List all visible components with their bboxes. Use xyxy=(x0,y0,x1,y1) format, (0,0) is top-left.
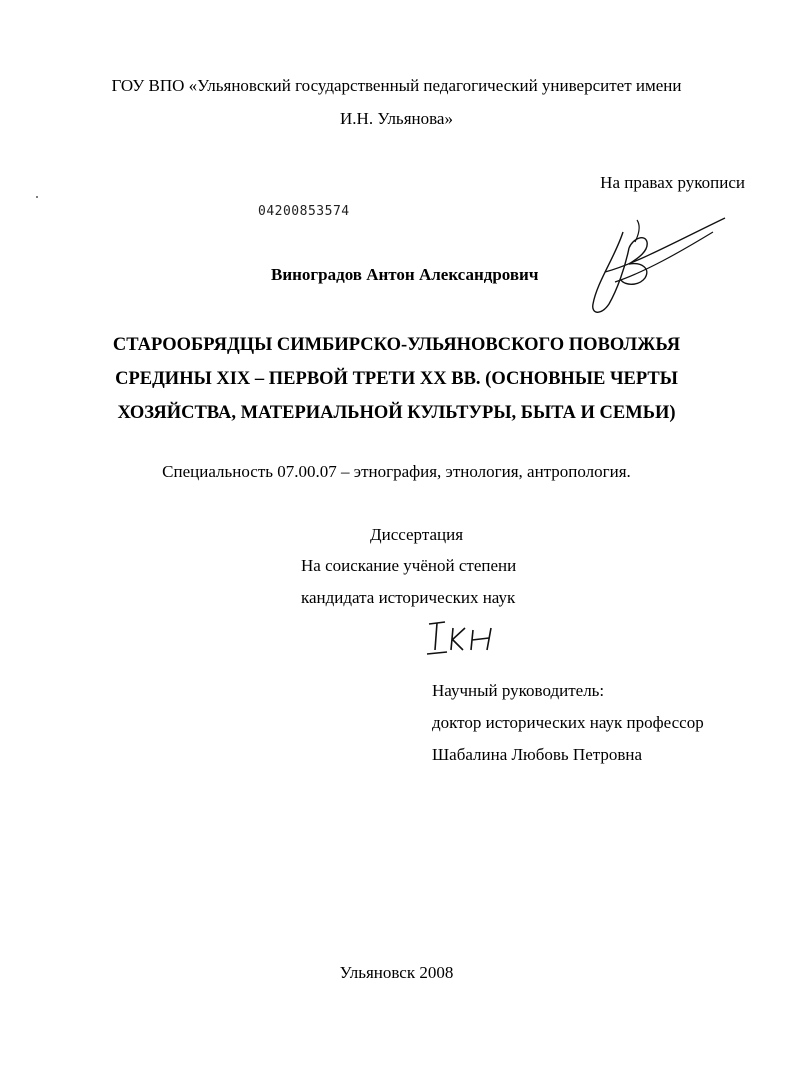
institution-line-1: ГОУ ВПО «Ульяновский государственный педагогический университет имени xyxy=(111,76,682,95)
title-line-1: СТАРООБРЯДЦЫ СИМБИРСКО-УЛЬЯНОВСКОГО ПОВОЛЖЬЯ xyxy=(112,335,681,355)
supervisor-label: Научный руководитель: xyxy=(432,681,605,700)
city-year: Ульяновск 2008 xyxy=(339,963,454,982)
specialty: Специальность 07.00.07 – этнография, этнология, антропология. xyxy=(162,462,631,481)
work-type: Диссертация xyxy=(370,525,464,544)
degree-sought: На соискание учёной степени xyxy=(301,556,517,575)
supervisor-name: Шабалина Любовь Петровна xyxy=(432,745,643,764)
title-line-3: ХОЗЯЙСТВА, МАТЕРИАЛЬНОЙ КУЛЬТУРЫ, БЫТА И СЕМЬИ) xyxy=(117,403,676,423)
handwritten-mark xyxy=(423,618,503,660)
title-line-2: СРЕДИНЫ XIX – ПЕРВОЙ ТРЕТИ XX ВВ. (ОСНОВНЫЕ ЧЕРТЫ xyxy=(115,369,678,389)
author-signature xyxy=(585,212,735,322)
scan-speck xyxy=(36,196,38,198)
degree-field: кандидата исторических наук xyxy=(301,588,516,607)
author-name: Виноградов Антон Александрович xyxy=(271,265,539,284)
registration-number: 04200853574 xyxy=(258,204,350,219)
manuscript-rights: На правах рукописи xyxy=(600,173,745,192)
institution-line-2: И.Н. Ульянова» xyxy=(340,109,453,128)
supervisor-degree: доктор исторических наук профессор xyxy=(432,713,704,732)
